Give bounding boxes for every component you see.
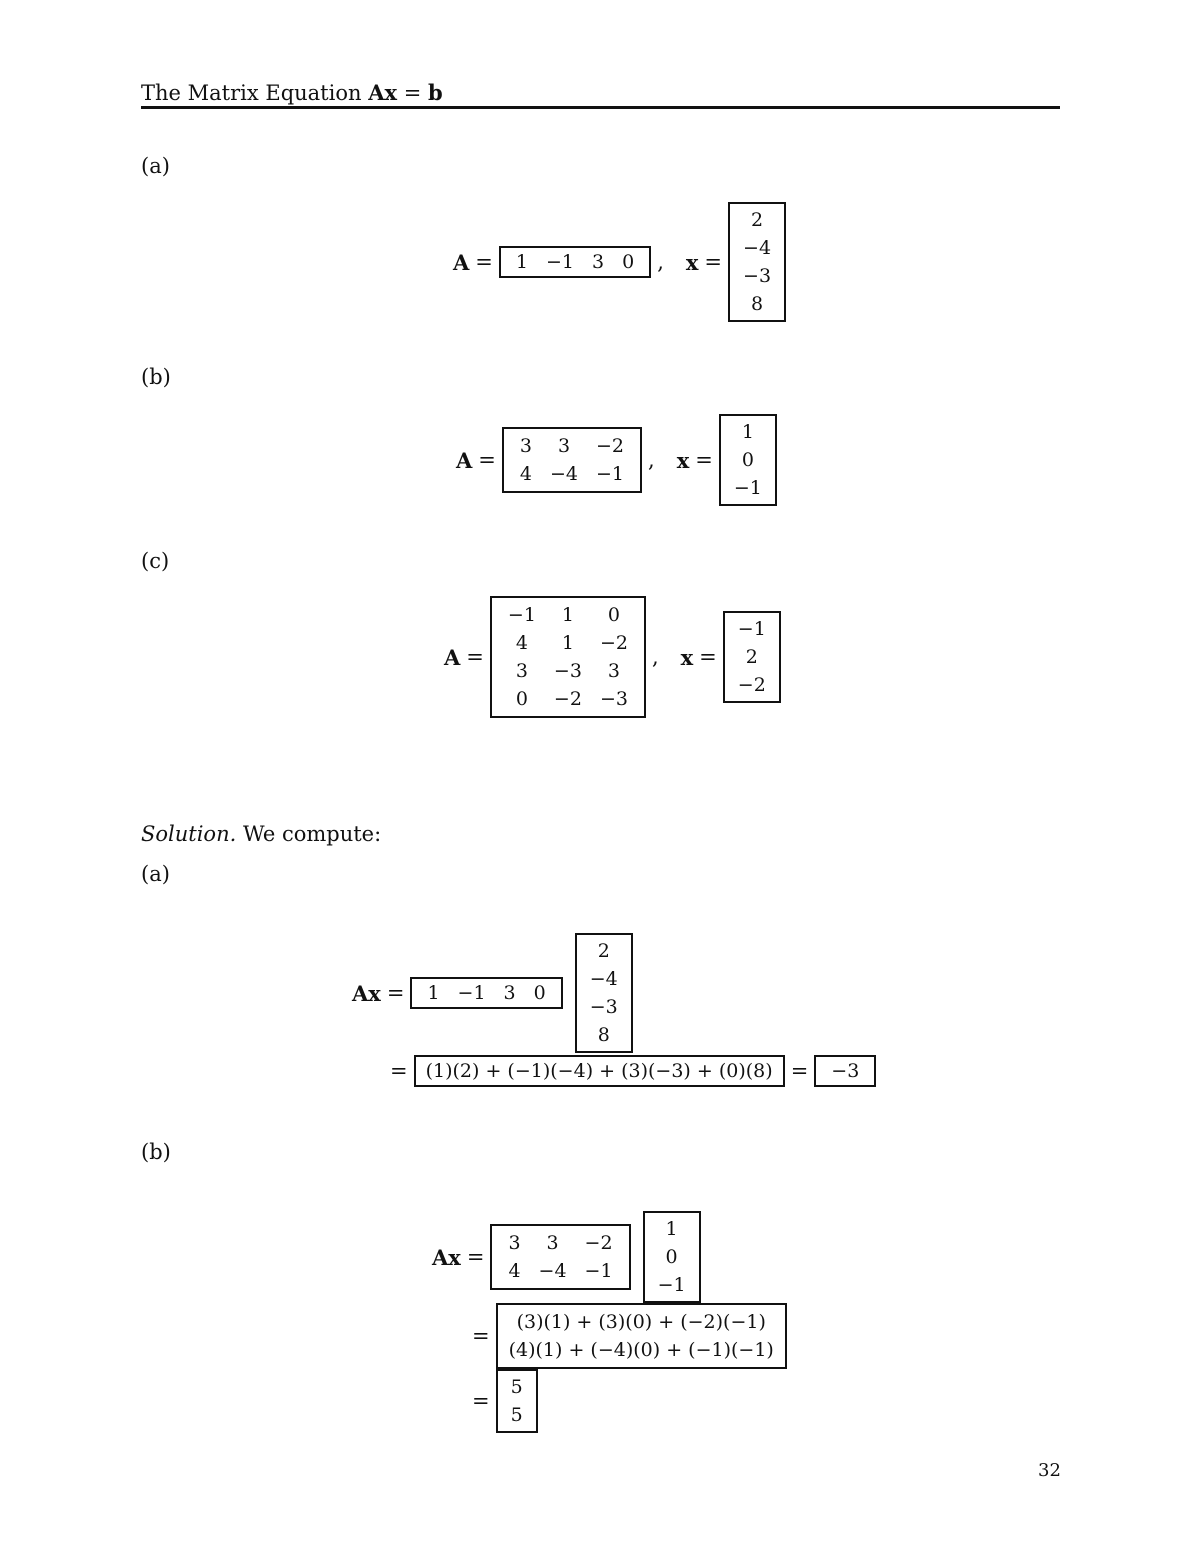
matrix-cell: 0 (515, 688, 528, 710)
matrix-A-name: A (456, 447, 473, 473)
solution-label: Solution. (141, 822, 237, 846)
matrix-cell: −2 (553, 688, 582, 710)
matrix-cell: 0 (607, 604, 620, 626)
matrix-cell: 0 (533, 982, 546, 1004)
matrix-a-A (499, 246, 651, 278)
solution-a-line2 (390, 1056, 882, 1086)
matrix-cell: 3 (519, 435, 532, 457)
matrix-cell: −1 (596, 463, 625, 485)
matrix-A-name: A (453, 249, 470, 275)
solution-heading (141, 822, 381, 846)
solution-intro: We compute: (242, 822, 382, 846)
comma: , (651, 645, 659, 669)
matrix-A-name: A (444, 644, 461, 670)
matrix-cell: −1 (546, 251, 575, 273)
vector-cell: 1 (741, 421, 754, 443)
matrix-b-A (502, 427, 642, 493)
solution-b-line1 (432, 1214, 707, 1300)
comma: , (657, 250, 664, 274)
vector-cell: −3 (743, 265, 772, 287)
matrix-c-A (490, 596, 646, 718)
solution-b-label: (b) (141, 1140, 171, 1164)
matrix-cell: 4 (508, 1260, 521, 1282)
vector-cell: 2 (745, 646, 758, 668)
header-title-b: b (428, 80, 443, 105)
expansion-row: (4)(1) + (−4)(0) + (−1)(−1) (508, 1339, 774, 1361)
matrix-cell: 1 (561, 632, 574, 654)
matrix-cell: −1 (507, 604, 536, 626)
lhs-Ax: Ax (352, 980, 381, 1006)
equals-sign: = (466, 645, 484, 669)
matrix-cell: 3 (557, 435, 571, 457)
equals-sign: = (699, 645, 717, 669)
header-title-eq: = (403, 81, 422, 105)
equals-sign: = (390, 1059, 408, 1083)
vector-x-name: x (680, 644, 694, 670)
matrix-cell: 3 (515, 660, 528, 682)
expansion-row: (3)(1) + (3)(0) + (−2)(−1) (516, 1311, 766, 1333)
solution-b-line2 (472, 1306, 793, 1366)
result-cell: −3 (831, 1060, 860, 1082)
vector-cell: −4 (589, 968, 618, 990)
matrix-cell: 3 (607, 660, 620, 682)
vector-a-x (728, 202, 786, 322)
matrix-cell: 4 (519, 463, 532, 485)
solution-a-line1 (352, 936, 639, 1050)
solution-a-label: (a) (141, 862, 170, 886)
vector-cell: −2 (737, 674, 766, 696)
problem-a-label: (a) (141, 154, 170, 178)
vector-cell: 2 (750, 209, 764, 231)
matrix-cell: 0 (622, 251, 635, 273)
matrix-cell: 3 (503, 982, 516, 1004)
vector-cell: 0 (741, 449, 754, 471)
vector-cell: 8 (597, 1024, 610, 1046)
matrix-cell: 3 (508, 1232, 521, 1254)
problem-b-label: (b) (141, 365, 171, 389)
vector-cell: −3 (589, 996, 618, 1018)
vector-cell: 0 (665, 1246, 678, 1268)
matrix-cell: −1 (457, 982, 486, 1004)
header-rule (141, 106, 1060, 109)
vector-cell: 2 (597, 940, 610, 962)
vector-cell: −4 (743, 237, 772, 259)
header-title-text: The Matrix Equation (141, 81, 362, 105)
equals-sign: = (475, 250, 493, 274)
equals-sign: = (386, 981, 405, 1005)
solution-a-result (814, 1055, 876, 1087)
solution-a-row-matrix (410, 977, 562, 1009)
header-title-ax: Ax (368, 80, 398, 105)
vector-x-name: x (685, 249, 699, 275)
solution-b-result (496, 1369, 538, 1433)
vector-x-name: x (676, 447, 690, 473)
matrix-cell: −3 (553, 660, 582, 682)
matrix-cell: −2 (599, 632, 628, 654)
problem-b-equation (456, 417, 783, 503)
solution-b-line3 (472, 1372, 544, 1430)
vector-c-x (723, 611, 781, 703)
equals-sign: = (466, 1245, 485, 1269)
vector-cell: −1 (737, 618, 766, 640)
solution-b-vector (643, 1211, 701, 1303)
matrix-cell: −3 (599, 688, 628, 710)
matrix-cell: 1 (427, 982, 440, 1004)
matrix-cell: −4 (550, 463, 579, 485)
vector-b-x (719, 414, 777, 506)
solution-b-matrix (490, 1224, 630, 1290)
equals-sign: = (478, 448, 496, 472)
matrix-cell: 4 (515, 632, 528, 654)
vector-cell: 8 (750, 293, 764, 315)
problem-c-equation (444, 600, 787, 714)
matrix-cell: 3 (546, 1232, 559, 1254)
result-cell: 5 (510, 1376, 523, 1398)
equals-sign: = (704, 250, 723, 274)
matrix-cell: −2 (584, 1232, 613, 1254)
solution-a-col-vector (575, 933, 633, 1053)
matrix-cell: −2 (596, 435, 625, 457)
equals-sign: = (695, 448, 713, 472)
vector-cell: 1 (665, 1218, 678, 1240)
matrix-cell: −4 (538, 1260, 567, 1282)
matrix-cell: −1 (584, 1260, 613, 1282)
problem-c-label: (c) (141, 549, 170, 573)
solution-b-expansion (496, 1303, 787, 1369)
equals-sign: = (790, 1059, 809, 1083)
page-number: 32 (1038, 1460, 1061, 1481)
solution-a-expansion (414, 1055, 785, 1087)
comma: , (648, 448, 655, 472)
page-header (141, 80, 443, 105)
matrix-cell: 1 (561, 604, 574, 626)
lhs-Ax: Ax (432, 1244, 461, 1270)
expansion-row: (1)(2) + (−1)(−4) + (3)(−3) + (0)(8) (425, 1060, 773, 1082)
vector-cell: −1 (657, 1274, 686, 1296)
result-cell: 5 (510, 1404, 523, 1426)
vector-cell: −1 (733, 477, 762, 499)
equals-sign: = (472, 1324, 490, 1348)
matrix-cell: 1 (515, 251, 528, 273)
equals-sign: = (472, 1389, 490, 1413)
matrix-cell: 3 (592, 251, 605, 273)
problem-a-equation (453, 205, 792, 319)
